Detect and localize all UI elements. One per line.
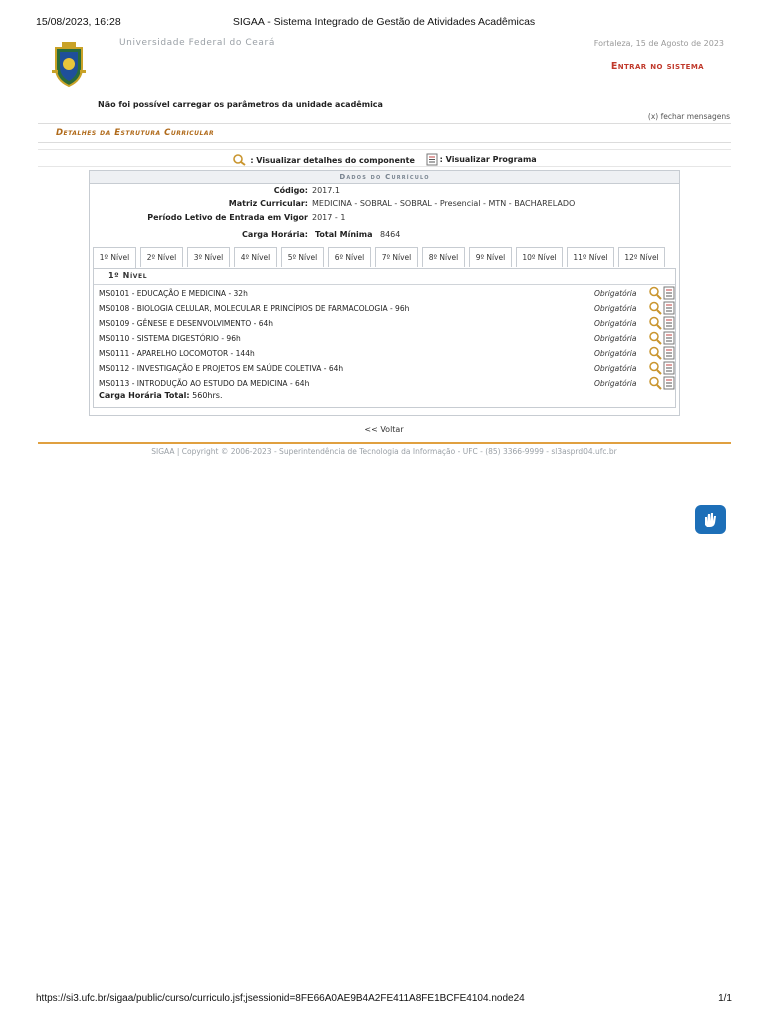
- codigo-row: [90, 186, 308, 198]
- tab-nivel-9[interactable]: 9º Nível: [469, 247, 512, 267]
- carga-min-value: 8464: [380, 230, 401, 239]
- tab-nivel-2[interactable]: 2º Nível: [140, 247, 183, 267]
- component-type: Obrigatória: [594, 319, 637, 328]
- magnifier-icon: [649, 331, 662, 345]
- level-divider: [94, 284, 675, 285]
- tab-nivel-6[interactable]: 6º Nível: [328, 247, 371, 267]
- component-row: [97, 361, 673, 376]
- component-type: Obrigatória: [594, 334, 637, 343]
- view-program-button[interactable]: [663, 286, 676, 300]
- matriz-row: [90, 199, 308, 211]
- university-name: Universidade Federal do Ceará: [119, 38, 275, 48]
- panel-caption: Dados do Currículo: [90, 171, 679, 184]
- tab-nivel-7[interactable]: 7º Nível: [375, 247, 418, 267]
- magnifier-icon: [649, 301, 662, 315]
- view-program-button[interactable]: [663, 361, 676, 375]
- tab-nivel-4[interactable]: 4º Nível: [234, 247, 277, 267]
- print-timestamp: 15/08/2023, 16:28: [36, 16, 121, 28]
- component-name: MS0108 - BIOLOGIA CELULAR, MOLECULAR E PRINCÍPIOS DE FARMACOLOGIA - 96h: [99, 304, 410, 313]
- component-name: MS0109 - GÊNESE E DESENVOLVIMENTO - 64h: [99, 319, 273, 328]
- component-actions: [649, 331, 676, 345]
- print-url: https://si3.ufc.br/sigaa/public/curso/curriculo.jsf;jsessionid=8FE66A0AE9B4A2FE411A8FE1BCFE4104.node24: [36, 993, 525, 1004]
- ufc-logo: [50, 40, 88, 88]
- total-workload-value: 560hrs.: [192, 391, 223, 400]
- view-component-button[interactable]: [649, 346, 662, 360]
- periodo-row: [90, 213, 308, 225]
- print-footer: [36, 993, 732, 1007]
- magnifier-icon: [649, 286, 662, 300]
- component-row: [97, 301, 673, 316]
- curriculum-panel: [89, 170, 680, 416]
- component-row: [97, 316, 673, 331]
- component-type: Obrigatória: [594, 349, 637, 358]
- tab-nivel-12[interactable]: 12º Nível: [618, 247, 665, 267]
- magnifier-icon: [649, 376, 662, 390]
- total-workload: [99, 391, 222, 400]
- magnifier-icon: [649, 316, 662, 330]
- component-name: MS0112 - INVESTIGAÇÃO E PROJETOS EM SAÚDE COLETIVA - 64h: [99, 364, 344, 373]
- vlibras-hands-icon: [701, 511, 721, 529]
- error-message: Não foi possível carregar os parâmetros da unidade acadêmica: [98, 100, 383, 109]
- component-name: MS0101 - EDUCAÇÃO E MEDICINA - 32h: [99, 289, 248, 298]
- component-type: Obrigatória: [594, 379, 637, 388]
- level-title: 1º Nível: [108, 271, 148, 280]
- codigo-label: Código:: [273, 186, 308, 195]
- tab-nivel-10[interactable]: 10º Nível: [516, 247, 563, 267]
- section-title: Detalhes da Estrutura Curricular: [56, 128, 215, 138]
- total-workload-label: Carga Horária Total:: [99, 391, 190, 400]
- component-actions: [649, 286, 676, 300]
- component-type: Obrigatória: [594, 304, 637, 313]
- level-content: [93, 268, 676, 408]
- carga-row: [90, 230, 308, 242]
- tab-nivel-3[interactable]: 3º Nível: [187, 247, 230, 267]
- magnifier-icon: [649, 361, 662, 375]
- copyright: SIGAA | Copyright © 2006-2023 - Superintendência de Tecnologia da Informação - UFC - (85) 3366-9999 - sl3asprd04.ufc.br: [151, 447, 617, 456]
- legend-view-component: [232, 154, 415, 166]
- component-actions: [649, 346, 676, 360]
- component-name: MS0110 - SISTEMA DIGESTÓRIO - 96h: [99, 334, 241, 343]
- view-program-button[interactable]: [663, 376, 676, 390]
- periodo-label: Período Letivo de Entrada em Vigor: [147, 213, 308, 222]
- close-messages-link[interactable]: (x) fechar mensagens: [647, 112, 730, 121]
- component-name: MS0111 - APARELHO LOCOMOTOR - 144h: [99, 349, 255, 358]
- tab-nivel-1[interactable]: 1º Nível: [93, 247, 136, 268]
- print-page-title: SIGAA - Sistema Integrado de Gestão de Atividades Acadêmicas: [232, 16, 536, 28]
- legend-view-component-label: : Visualizar detalhes do componente: [250, 155, 415, 165]
- magnifier-icon: [232, 154, 248, 166]
- section-header: [38, 123, 731, 143]
- component-row: [97, 376, 673, 391]
- legend-view-program-label: : Visualizar Programa: [439, 155, 537, 164]
- component-row: [97, 331, 673, 346]
- footer-divider: [38, 442, 731, 444]
- view-component-button[interactable]: [649, 331, 662, 345]
- periodo-value: 2017 - 1: [312, 213, 346, 222]
- login-link[interactable]: Entrar no sistema: [610, 61, 704, 72]
- view-component-button[interactable]: [649, 316, 662, 330]
- tab-nivel-11[interactable]: 11º Nível: [567, 247, 614, 267]
- view-program-button[interactable]: [663, 316, 676, 330]
- icon-legend: [38, 149, 731, 167]
- component-row: [97, 346, 673, 361]
- matriz-label: Matriz Curricular:: [228, 199, 308, 208]
- carga-min-label: Total Mínima: [315, 230, 373, 239]
- view-program-button[interactable]: [663, 346, 676, 360]
- component-row: [97, 286, 673, 301]
- legend-view-program: [426, 153, 537, 166]
- print-header: [36, 16, 732, 30]
- magnifier-icon: [649, 346, 662, 360]
- document-icon: [663, 316, 675, 330]
- component-actions: [649, 316, 676, 330]
- view-program-button[interactable]: [663, 331, 676, 345]
- view-component-button[interactable]: [649, 301, 662, 315]
- component-actions: [649, 376, 676, 390]
- carga-label: Carga Horária:: [242, 230, 308, 239]
- back-link[interactable]: << Voltar: [364, 425, 404, 434]
- component-actions: [649, 361, 676, 375]
- document-icon: [663, 286, 675, 300]
- document-icon: [663, 346, 675, 360]
- view-component-button[interactable]: [649, 376, 662, 390]
- tab-nivel-8[interactable]: 8º Nível: [422, 247, 465, 267]
- view-component-button[interactable]: [649, 361, 662, 375]
- document-icon: [663, 331, 675, 345]
- view-program-button[interactable]: [663, 301, 676, 315]
- print-page-number: 1/1: [718, 993, 732, 1004]
- codigo-value: 2017.1: [312, 186, 340, 195]
- view-component-button[interactable]: [649, 286, 662, 300]
- vlibras-accessibility-button[interactable]: [695, 505, 726, 534]
- component-type: Obrigatória: [594, 289, 637, 298]
- document-icon: [663, 301, 675, 315]
- tab-nivel-5[interactable]: 5º Nível: [281, 247, 324, 267]
- component-name: MS0113 - INTRODUÇÃO AO ESTUDO DA MEDICINA - 64h: [99, 379, 310, 388]
- component-type: Obrigatória: [594, 364, 637, 373]
- matriz-value: MEDICINA - SOBRAL - SOBRAL - Presencial - MTN - BACHARELADO: [312, 199, 576, 208]
- document-icon: [663, 361, 675, 375]
- document-icon: [426, 153, 438, 166]
- component-actions: [649, 301, 676, 315]
- header-date: Fortaleza, 15 de Agosto de 2023: [593, 39, 724, 48]
- document-icon: [663, 376, 675, 390]
